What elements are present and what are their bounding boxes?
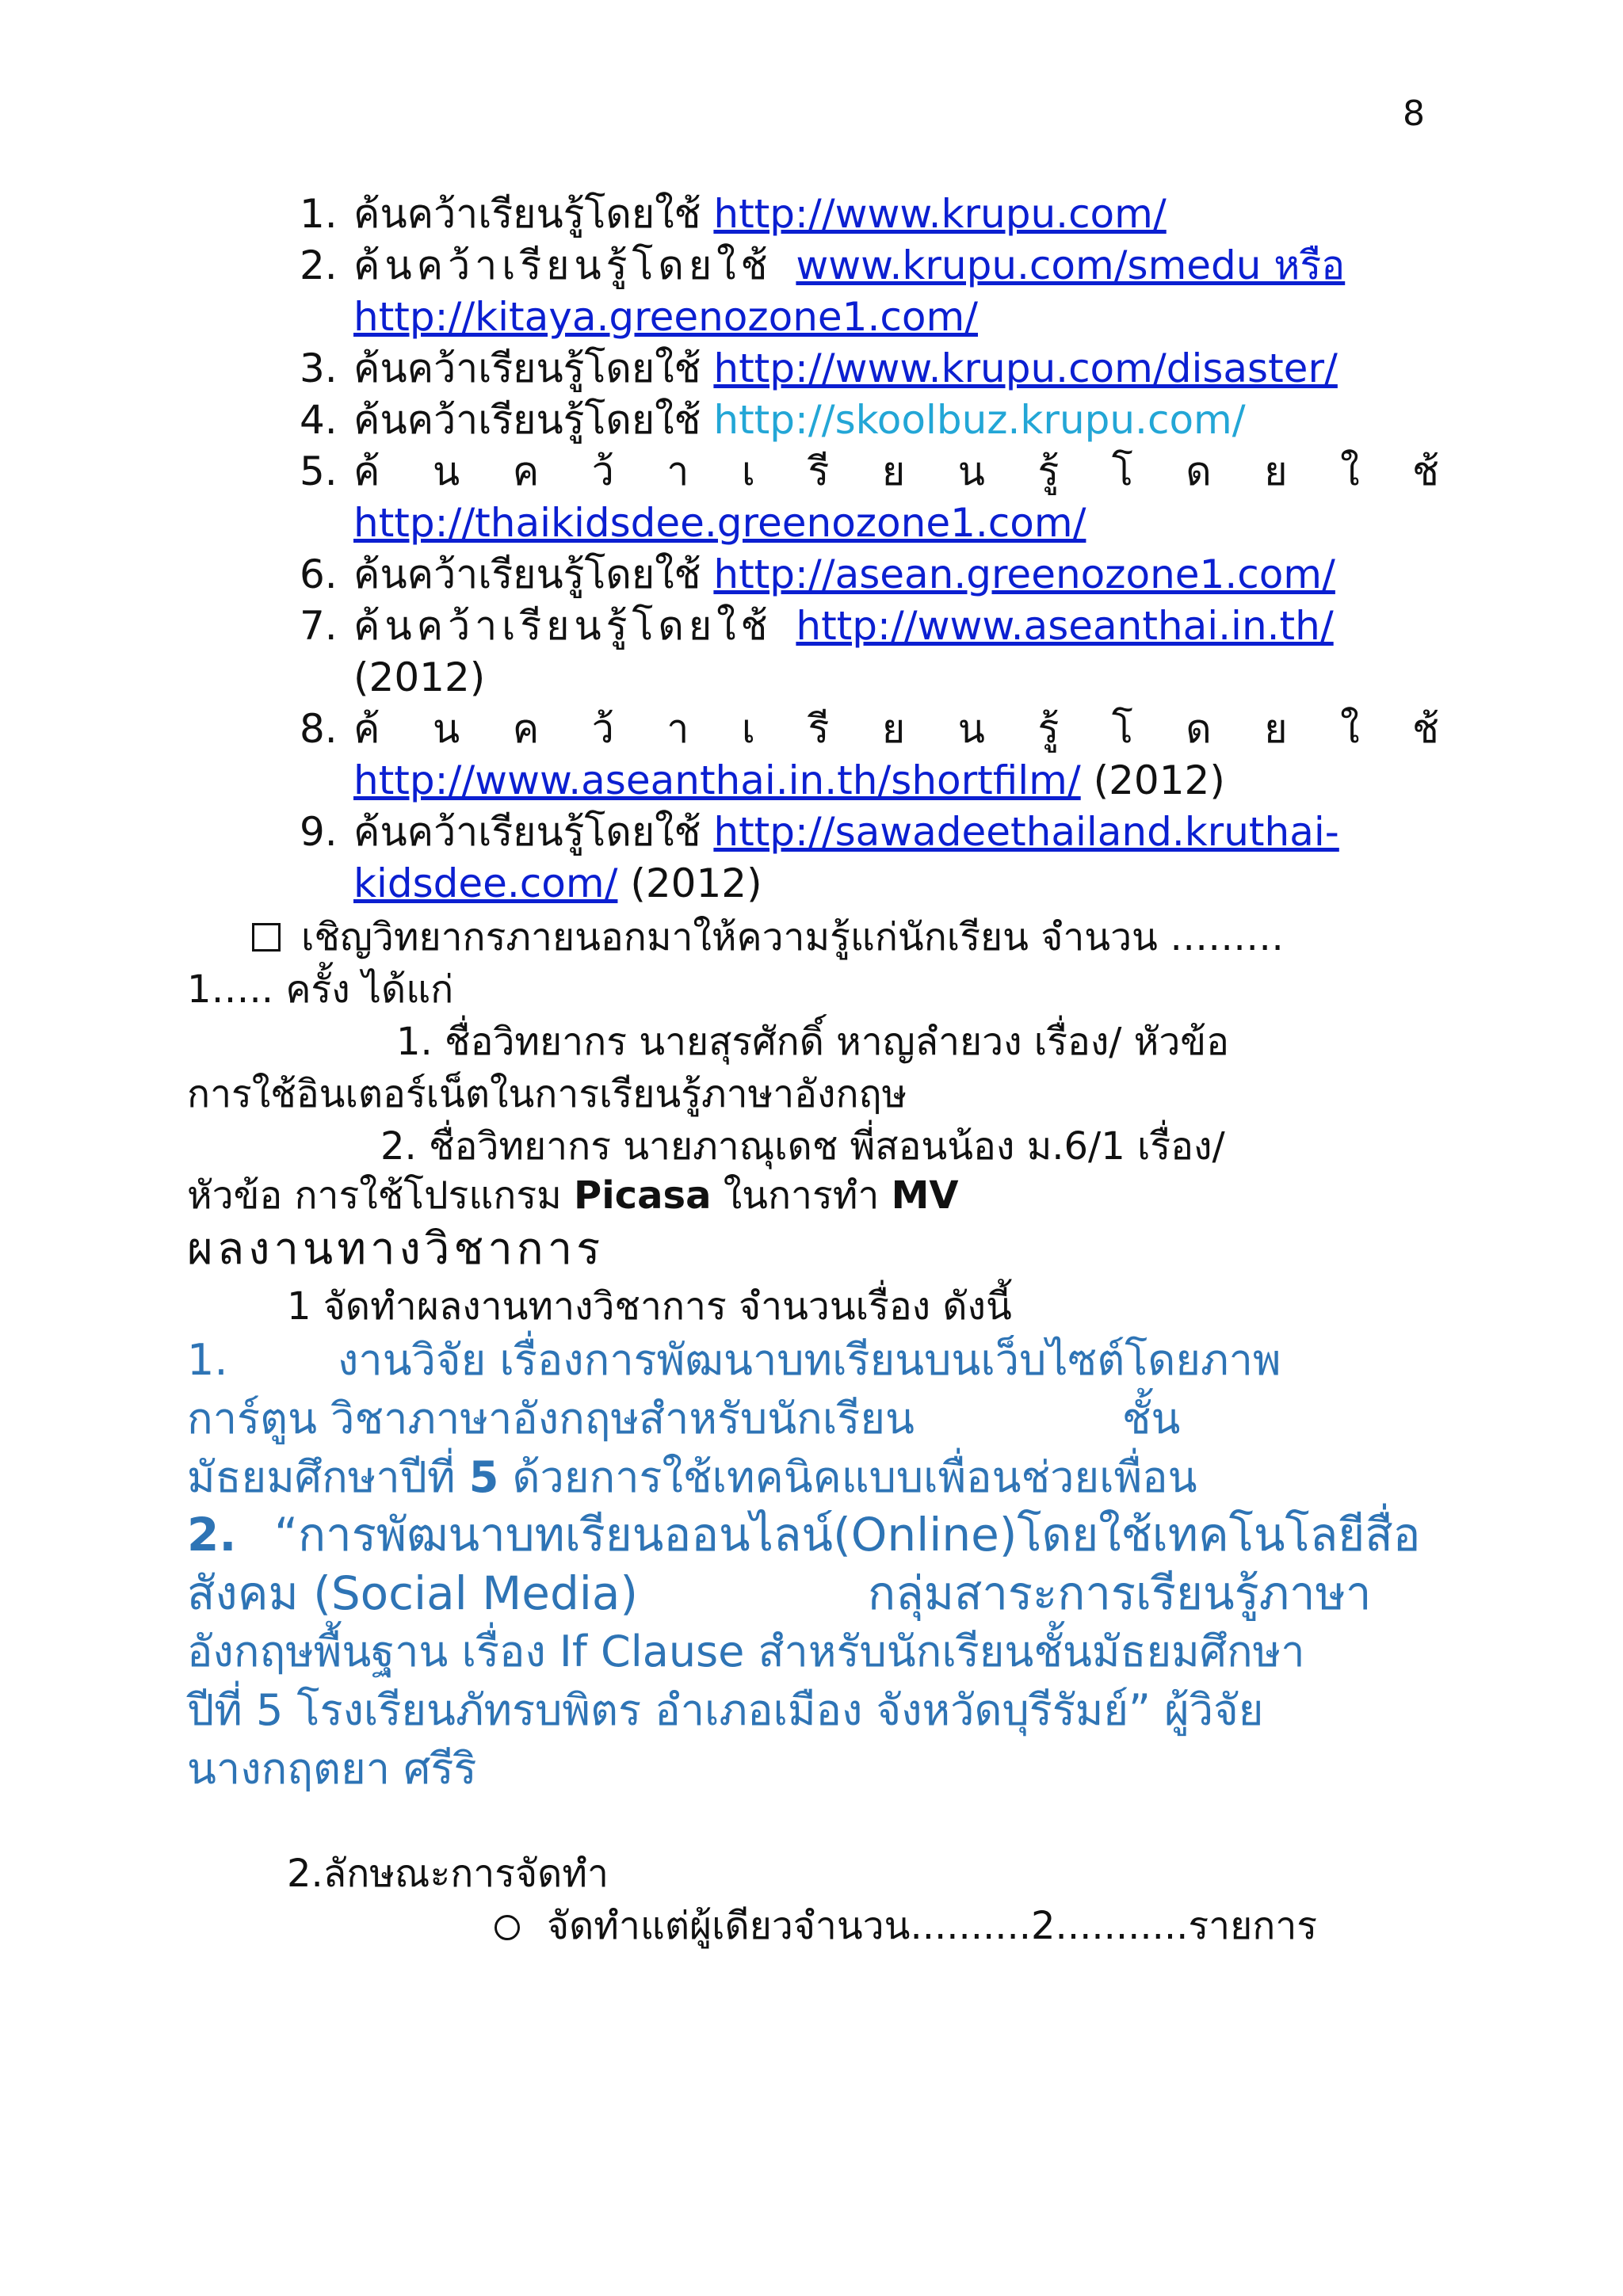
list-number: 4. — [300, 397, 338, 443]
speaker-2-topic-text: หัวข้อ การใช้โปรแกรม — [187, 1173, 575, 1218]
work-1-text: 5 — [468, 1452, 499, 1502]
year-suffix: (2012) — [353, 654, 486, 700]
char: โ — [1111, 448, 1133, 494]
char: เ — [741, 706, 755, 752]
production-heading: 2.ลักษณะการจัดทำ — [287, 1852, 609, 1896]
char: ว้ — [591, 706, 614, 752]
list-label: ค้นคว้าเรียนรู้โดยใช้ — [353, 242, 773, 288]
char: า — [666, 448, 689, 494]
academic-subheading: 1 จัดทำผลงานทางวิชาการ จำนวนเรื่อง ดังนี้ — [287, 1284, 1012, 1329]
speaker-2-topic-bold: MV — [891, 1173, 959, 1218]
link-kitaya[interactable]: http://kitaya.greenozone1.com/ — [353, 294, 979, 340]
spaced-label — [353, 446, 1439, 498]
char: ย — [1264, 448, 1288, 494]
char: ใ — [1340, 448, 1360, 494]
work-1-title: งานวิจัย เรื่องการพัฒนาบทเรียนบนเว็บไซต์โดยภาพ — [338, 1335, 1281, 1385]
checkbox-icon — [252, 923, 281, 952]
work-2-text: สังคม (Social Media) — [187, 1566, 639, 1620]
list-label: ค้นคว้าเรียนรู้โดยใช้ — [353, 191, 701, 237]
link-krupu-smedu[interactable]: www.krupu.com/smedu หรือ — [796, 242, 1346, 288]
char: ค — [512, 448, 540, 494]
list-item — [300, 395, 1441, 446]
char: รี — [808, 706, 830, 752]
char: ย — [881, 706, 906, 752]
char: ว้ — [591, 448, 614, 494]
list-item — [300, 446, 1441, 549]
char: รู้ — [1037, 448, 1060, 494]
speakers-count: 1….. ครั้ง ได้แก่ — [187, 967, 454, 1012]
work-1-number: 1. — [187, 1335, 228, 1385]
year-suffix: (2012) — [1093, 757, 1225, 803]
list-item — [300, 189, 1441, 240]
work-2-number: 2. — [187, 1508, 237, 1562]
work-1-line1 — [187, 1331, 1439, 1390]
list-item — [300, 549, 1441, 601]
speaker-1-topic: การใช้อินเตอร์เน็ตในการเรียนรู้ภาษาอังกฤษ — [187, 1072, 907, 1116]
char: า — [666, 706, 689, 752]
list-label: ค้นคว้าเรียนรู้โดยใช้ — [353, 809, 701, 855]
link-krupu-disaster[interactable]: http://www.krupu.com/disaster/ — [713, 345, 1338, 391]
speaker-2-line1: 2. ชื่อวิทยากร นายภาณุเดช พี่สอนน้อง ม.6/1 เรื่อง/ — [380, 1124, 1225, 1169]
work-1-text: การ์ตูน วิชาภาษาอังกฤษสำหรับนักเรียน — [187, 1394, 915, 1444]
speaker-1-line1: 1. ชื่อวิทยากร นายสุรศักดิ์ หาญลำยวง เรื่อง/ หัวข้อ — [396, 1020, 1229, 1064]
work-1-text: มัธยมศึกษาปีที่ — [187, 1452, 469, 1502]
list-number: 1. — [300, 191, 338, 237]
work-2 — [187, 1505, 1439, 1798]
char: น — [432, 448, 460, 494]
work-1 — [187, 1331, 1439, 1507]
char: ค — [512, 706, 540, 752]
list-label: ค้นคว้าเรียนรู้โดยใช้ — [353, 345, 701, 391]
link-kidsdee[interactable]: kidsdee.com/ — [353, 860, 618, 906]
work-2-title: “การพัฒนาบทเรียนออนไลน์(Online)โดยใช้เทคโนโลยีสื่อ — [274, 1508, 1421, 1562]
link-krupu[interactable]: http://www.krupu.com/ — [713, 191, 1167, 237]
speaker-2-topic — [187, 1171, 959, 1220]
char: ใ — [1340, 706, 1360, 752]
char: รู้ — [1037, 706, 1060, 752]
speaker-2-topic-text: ในการทำ — [711, 1173, 892, 1218]
list-label: ค้นคว้าเรียนรู้โดยใช้ — [353, 397, 701, 443]
list-number: 9. — [300, 809, 338, 855]
char: น — [957, 706, 985, 752]
work-1-text: ด้วยการใช้เทคนิคแบบเพื่อนช่วยเพื่อน — [498, 1452, 1197, 1502]
char: ย — [1264, 706, 1288, 752]
work-2-text: ปีที่ 5 โรงเรียนภัทรบพิตร อำเภอเมือง จังหวัดบุรีรัมย์” ผู้วิจัย — [187, 1685, 1264, 1735]
link-aseanthai[interactable]: http://www.aseanthai.in.th/ — [796, 603, 1334, 649]
char: ช้ — [1412, 706, 1439, 752]
spaced-label — [353, 704, 1439, 755]
speakers-intro — [252, 913, 1284, 962]
char: น — [957, 448, 985, 494]
year-suffix: (2012) — [630, 860, 762, 906]
list-item — [300, 240, 1441, 343]
link-thaikidsdee[interactable]: http://thaikidsdee.greenozone1.com/ — [353, 500, 1086, 546]
link-asean-greenozone[interactable]: http://asean.greenozone1.com/ — [713, 551, 1335, 597]
list-number: 5. — [300, 448, 338, 494]
academic-heading: ผลงานทางวิชาการ — [187, 1223, 605, 1275]
list-item — [300, 807, 1441, 910]
list-item — [300, 601, 1441, 704]
work-1-text: ชั้น — [1121, 1394, 1181, 1444]
char: ค้ — [353, 448, 380, 494]
research-list — [300, 189, 1441, 910]
work-2-text: นางกฤตยา ศรีริ — [187, 1744, 477, 1794]
list-label: ค้นคว้าเรียนรู้โดยใช้ — [353, 603, 773, 649]
char: เ — [741, 448, 755, 494]
list-number: 6. — [300, 551, 338, 597]
speakers-intro-text: เชิญวิทยากรภายนอกมาให้ความรู้แก่นักเรียน จำนวน ……… — [301, 915, 1285, 959]
char: รี — [808, 448, 830, 494]
page-number: 8 — [1403, 93, 1425, 134]
list-item — [300, 343, 1441, 395]
char: ด — [1186, 706, 1212, 752]
char: ย — [881, 448, 906, 494]
list-number: 8. — [300, 706, 338, 752]
char: ช้ — [1412, 448, 1439, 494]
work-2-line3 — [187, 1623, 1439, 1681]
list-number: 3. — [300, 345, 338, 391]
list-number: 7. — [300, 603, 338, 649]
char: ด — [1186, 448, 1212, 494]
work-2-line1 — [187, 1505, 1439, 1564]
work-2-line5 — [187, 1740, 1439, 1798]
char: น — [432, 706, 460, 752]
link-aseanthai-shortfilm[interactable]: http://www.aseanthai.in.th/shortfilm/ — [353, 757, 1081, 803]
list-item — [300, 704, 1441, 807]
list-label: ค้นคว้าเรียนรู้โดยใช้ — [353, 551, 701, 597]
production-item-text: จัดทำแต่ผู้เดียวจำนวน..........2...........รายการ — [547, 1904, 1318, 1948]
work-2-text: อังกฤษพื้นฐาน เรื่อง If Clause สำหรับนักเรียนชั้นมัธยมศึกษา — [187, 1627, 1305, 1676]
link-skoolbuz[interactable]: http://skoolbuz.krupu.com/ — [713, 397, 1246, 443]
list-number: 2. — [300, 242, 338, 288]
work-2-line2 — [187, 1564, 1439, 1623]
work-1-line2 — [187, 1390, 1439, 1448]
circle-bullet-icon — [495, 1915, 520, 1940]
work-1-line3 — [187, 1448, 1439, 1507]
work-2-line4 — [187, 1681, 1439, 1740]
work-2-text: กลุ่มสาระการเรียนรู้ภาษา — [868, 1566, 1372, 1620]
speaker-2-topic-bold: Picasa — [574, 1173, 712, 1218]
char: โ — [1111, 706, 1133, 752]
link-sawadeethailand[interactable]: http://sawadeethailand.kruthai- — [713, 809, 1339, 855]
char: ค้ — [353, 706, 380, 752]
production-item — [495, 1901, 1317, 1951]
